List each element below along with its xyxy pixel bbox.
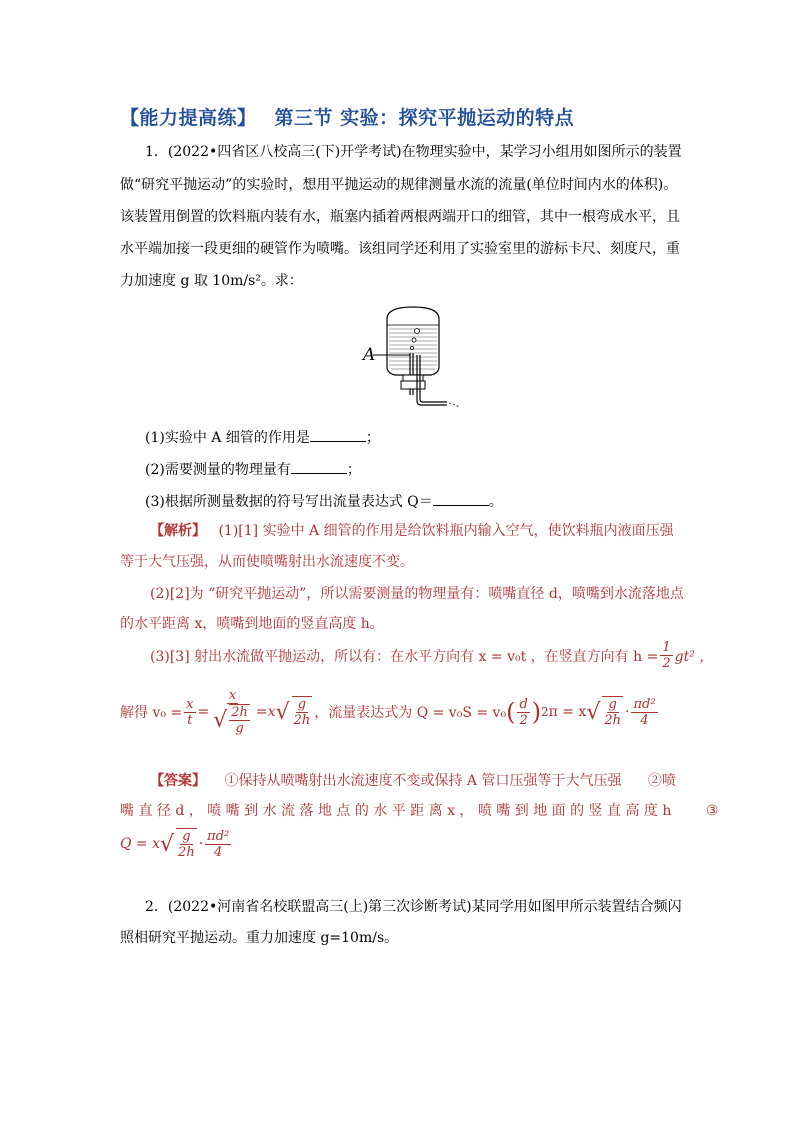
analysis-tag: 【解析】	[150, 523, 206, 539]
answer-blank-3[interactable]	[433, 491, 489, 506]
title-tag: 【能力提高练】	[120, 107, 257, 129]
bottle-apparatus-diagram	[355, 295, 475, 419]
analysis-line-3: (2)[2]为 “研究平抛运动”，所以需要测量的物理量有：喷嘴直径 d，喷嘴到水流落地点	[150, 586, 684, 602]
fraction-pid2-over-4: $\frac{\text{πd²}}{4}$	[633, 696, 656, 728]
q1-sub-3: (3)根据所测量数据的符号写出流量表达式 Q＝ 。	[145, 491, 503, 512]
fraction-one-half: $\frac{1}{2}$	[662, 640, 671, 671]
answer-line-1: 【答案】 ①保持从喷嘴射出水流速度不变或保持 A 管口压强等于大气压强 ②喷	[150, 773, 676, 789]
q1-line-3: 该装置用倒置的饮料瓶内装有水，瓶塞内插着两根两端开口的细管，其中一根弯成水平，且	[120, 209, 680, 225]
answer-blank-2[interactable]	[291, 459, 347, 474]
answer-line-2: 嘴 直 径 d ， 喷 嘴 到 水 流 落 地 点 的 水 平 距 离 x ， 喷 嘴 到 地 面 的 竖 直 高 度 h ③	[120, 803, 719, 819]
q1-line-2: 做“研究平抛运动”的实验时，想用平抛运动的规律测量水流的流量(单位时间内水的体积)。	[120, 177, 678, 193]
q1-sub-2: (2)需要测量的物理量有 ；	[145, 459, 361, 480]
q1-line-4: 水平端加接一段更细的硬管作为喷嘴。该组同学还利用了实验室里的游标卡尺、刻度尺，重	[120, 241, 680, 257]
answer-blank-1[interactable]	[310, 427, 366, 442]
fraction-x-over-sqrt: x √ $\frac{2h}{g}$	[213, 688, 248, 736]
section-title: 第三节 实验：探究平抛运动的特点	[274, 107, 575, 129]
analysis-line-6: 解得 v₀ = $\frac{x}{t}$ = x √ $\frac{2h}{g}$ = x √ $\frac{g}{2h}$ ，流量表达式为 Q = v₀S = v₀ ( $\frac{d}{2}$ ) 2 π = x √ $\frac{g}{2h}$ · $\frac{\text{πd²}}{4}$	[120, 688, 656, 736]
analysis-line-5: (3)[3] 射出水流做平抛运动，所以有：在水平方向有 x = v₀t ，在竖直方向有 h = $\frac{1}{2}$ gt² ，	[150, 640, 714, 671]
analysis-line-4: 的水平距离 x，喷嘴到地面的竖直高度 h。	[120, 616, 384, 632]
analysis-line-1: 【解析】 (1)[1] 实验中 A 细管的作用是给饮料瓶内输入空气，使饮料瓶内液面压强	[150, 523, 674, 539]
q1-line-5: 力加速度 g 取 10m/s²。求：	[120, 273, 303, 289]
analysis-line-2: 等于大气压强，从而使喷嘴射出水流速度不变。	[120, 554, 414, 570]
fraction-g-over-2h: $\frac{g}{2h}$	[293, 697, 311, 728]
fraction-d-over-2: $\frac{d}{2}$	[519, 696, 528, 728]
answer-tag: 【答案】	[150, 773, 206, 789]
q1-line-1: 1．(2022•四省区八校高三(下)开学考试)在物理实验中，某学习小组用如图所示的装置	[145, 144, 682, 160]
q1-sub-1: (1)实验中 A 细管的作用是 ；	[145, 427, 380, 448]
diagram-label-a: A	[363, 345, 376, 365]
answer-formula: Q = x √ $\frac{g}{2h}$ · $\frac{\text{πd²}}{4}$	[120, 828, 230, 860]
q2-line-1: 2．(2022•河南省名校联盟高三(上)第三次诊断考试)某同学用如图甲所示装置结合频闪	[145, 899, 682, 915]
fraction-x-over-t: $\frac{x}{t}$	[186, 696, 194, 728]
page-title	[120, 103, 574, 130]
q2-line-2: 照相研究平抛运动。重力加速度 g=10m/s。	[120, 930, 399, 946]
